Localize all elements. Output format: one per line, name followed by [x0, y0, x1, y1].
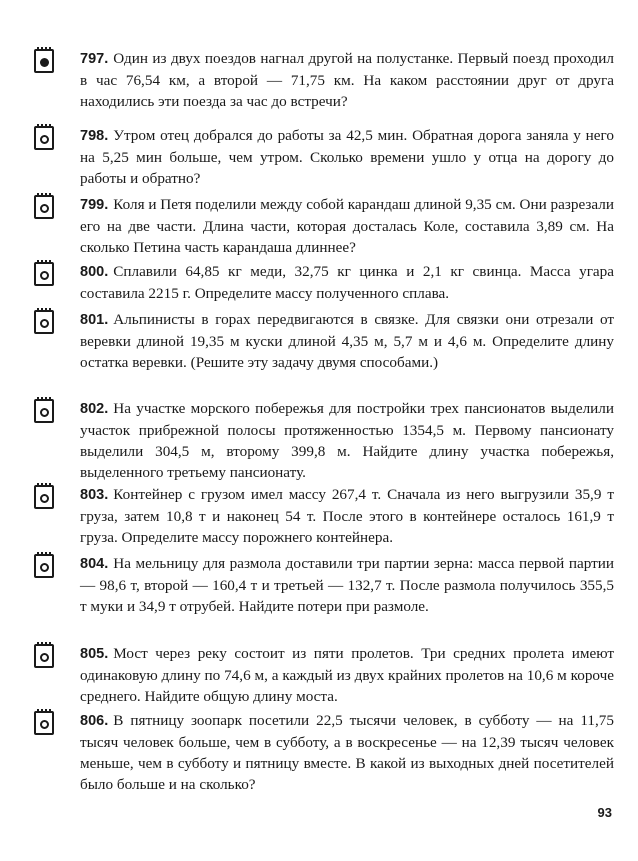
problem-number: 797.	[80, 51, 109, 67]
problem-text	[80, 398, 614, 483]
problem-text	[80, 309, 614, 373]
problem-body: В пятницу зоопарк посетили 22,5 тысячи человек, в субботу — на 11,75 тысяч человек больше, чем в субботу, а в воскресенье — на 12,39 тысяч человек меньше, чем в субботу и пятницу вместе. В какой из выходных дней посетителей было больше и на сколько?	[80, 712, 614, 793]
problem-798	[34, 125, 614, 189]
problem-797	[34, 48, 614, 112]
problem-text	[80, 484, 614, 548]
problem-804	[34, 553, 614, 617]
problem-body: Контейнер с грузом имел массу 267,4 т. Сначала из него выгрузили 35,9 т груза, затем 10,8 т и наконец 54 т. После этого в контейнере осталось 161,9 т груза. Определите массу порожнего контейнера.	[80, 486, 614, 546]
problem-number: 801.	[80, 312, 109, 328]
notebook-hollow-circle-icon	[34, 644, 54, 668]
notebook-hollow-circle-icon	[34, 262, 54, 286]
problem-801	[34, 309, 614, 373]
notebook-hollow-circle-icon	[34, 485, 54, 509]
problem-body: Сплавили 64,85 кг меди, 32,75 кг цинка и 2,1 кг свинца. Масса угара составила 2215 г. Определите массу полученного сплава.	[80, 263, 614, 302]
problem-text	[80, 261, 614, 304]
problem-text	[80, 553, 614, 617]
problem-805	[34, 643, 614, 707]
problem-number: 805.	[80, 646, 109, 662]
problem-body: Альпинисты в горах передвигаются в связке. Для связки они отрезали от веревки длиной 19,35 м куски длиной 4,35 м, 5,7 м и 4,6 м. Определите длину остатка веревки. (Решите эту задачу двумя способами.)	[80, 311, 614, 371]
problem-text	[80, 643, 614, 707]
problem-body: На мельницу для размола доставили три партии зерна: масса первой партии — 98,6 т, второй — 160,4 т и третьей — 132,7 т. После размола получилось 355,5 т муки и 34,9 т отрубей. Найдите потери при размоле.	[80, 555, 614, 615]
problem-text	[80, 710, 614, 795]
problem-text	[80, 48, 614, 112]
page-number: 93	[597, 805, 612, 820]
problem-800	[34, 261, 614, 304]
problem-799	[34, 194, 614, 258]
problem-body: Мост через реку состоит из пяти пролетов. Три средних пролета имеют одинаковую длину по 74,6 м, а каждый из двух крайних пролетов на 10,6 м короче среднего. Найдите общую длину моста.	[80, 645, 614, 705]
problem-body: Коля и Петя поделили между собой карандаш длиной 9,35 см. Они разрезали его на две части. Длина части, которая досталась Коле, составила 3,89 см. На сколько Петина часть карандаша длиннее?	[80, 196, 614, 256]
problem-803	[34, 484, 614, 548]
problem-body: На участке морского побережья для постройки трех пансионатов выделили участок прибрежной полосы протяженностью 1354,5 м. Первому пансионату выделили 304,5 м, второму 399,8 м. Найдите длину участка побережья, выделенного третьему пансионату.	[80, 400, 614, 481]
problem-body: Один из двух поездов нагнал другой на полустанке. Первый поезд проходил в час 76,54 км, а второй — 71,75 км. На каком расстоянии друг от друга находились эти поезда за час до встречи?	[80, 50, 614, 110]
notebook-hollow-circle-icon	[34, 310, 54, 334]
problem-text	[80, 125, 614, 189]
problem-number: 806.	[80, 713, 109, 729]
notebook-hollow-circle-icon	[34, 554, 54, 578]
problem-number: 799.	[80, 197, 109, 213]
notebook-hollow-circle-icon	[34, 195, 54, 219]
problem-number: 803.	[80, 487, 109, 503]
notebook-hollow-circle-icon	[34, 126, 54, 150]
notebook-hollow-circle-icon	[34, 399, 54, 423]
problem-text	[80, 194, 614, 258]
problem-806	[34, 710, 614, 795]
problem-number: 798.	[80, 128, 109, 144]
problem-body: Утром отец добрался до работы за 42,5 мин. Обратная дорога заняла у него на 5,25 мин больше, чем утром. Сколько времени ушло у отца на дорогу до работы и обратно?	[80, 127, 614, 187]
problem-number: 802.	[80, 401, 109, 417]
problem-number: 804.	[80, 556, 109, 572]
notebook-filled-circle-icon	[34, 49, 54, 73]
problem-802	[34, 398, 614, 483]
problem-number: 800.	[80, 264, 109, 280]
notebook-hollow-circle-icon	[34, 711, 54, 735]
